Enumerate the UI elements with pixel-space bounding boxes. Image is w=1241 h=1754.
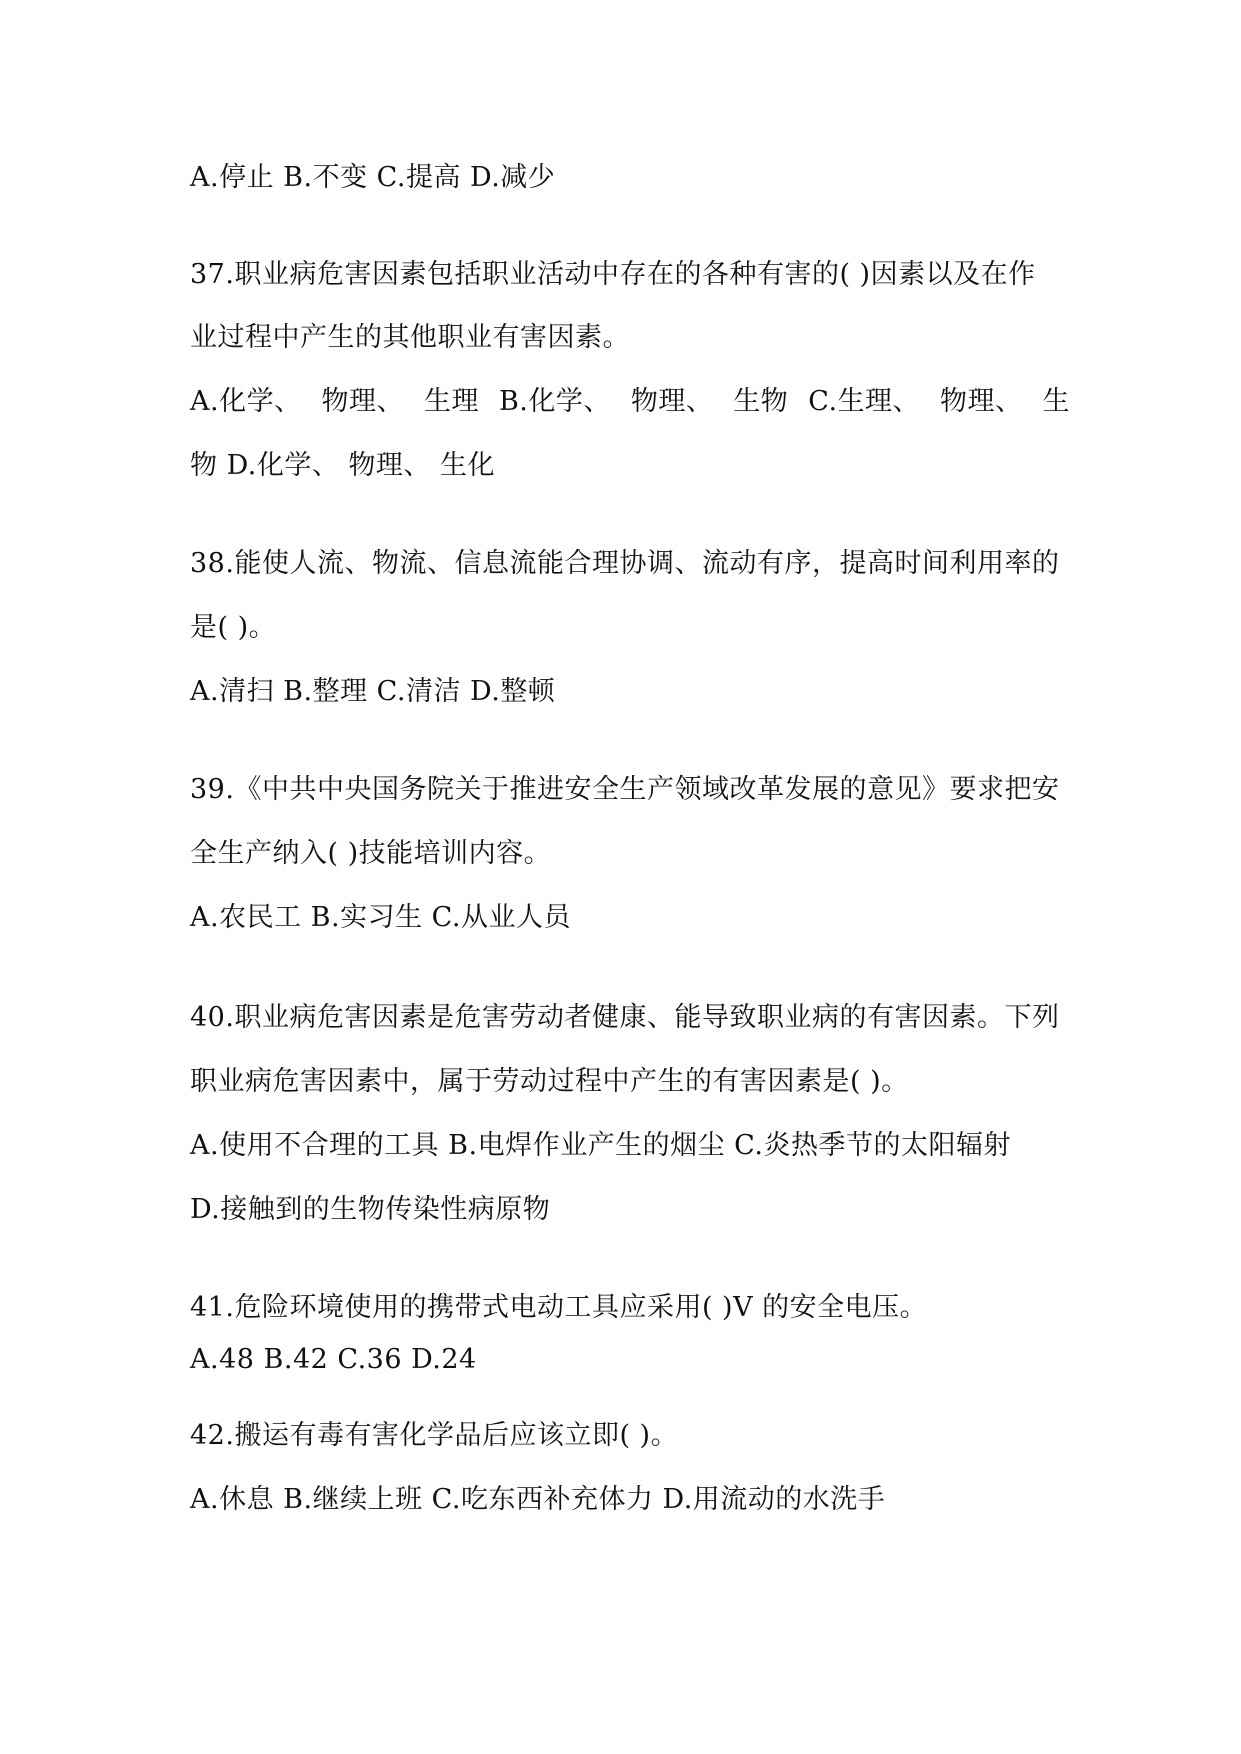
q41-options: A.48 B.42 C.36 D.24 bbox=[190, 1344, 477, 1375]
q37-question-line-2: 业过程中产生的其他职业有害因素。 bbox=[190, 322, 630, 353]
q37-opt-seg: 物理、 bbox=[630, 386, 714, 417]
q37-options-line-1 bbox=[190, 382, 1070, 422]
q38-options: A.清扫 B.整理 C.清洁 D.整顿 bbox=[190, 676, 556, 707]
q37-opt-seg: A.化学、 bbox=[190, 386, 302, 417]
q40-question-line-1: 40.职业病危害因素是危害劳动者健康、能导致职业病的有害因素。下列 bbox=[190, 1002, 1060, 1033]
q37-question-text-1: 37.职业病危害因素包括职业活动中存在的各种有害的( )因素以及在作 bbox=[190, 259, 1036, 290]
q40-question-line-2: 职业病危害因素中，属于劳动过程中产生的有害因素是( )。 bbox=[190, 1066, 909, 1097]
q37-question-line-1 bbox=[190, 255, 1070, 295]
q37-options-line-2: 物 D.化学、 物理、 生化 bbox=[190, 450, 496, 481]
q42-options: A.休息 B.继续上班 C.吃东西补充体力 D.用流动的水洗手 bbox=[190, 1484, 886, 1515]
q36-options: A.停止 B.不变 C.提高 D.减少 bbox=[190, 162, 556, 193]
q37-opt-seg: C.生理、 bbox=[808, 386, 921, 417]
q39-question-line-1: 39.《中共中央国务院关于推进安全生产领域改革发展的意见》要求把安 bbox=[190, 774, 1060, 805]
q37-opt-seg: B.化学、 bbox=[498, 386, 611, 417]
q40-options-line-2: D.接触到的生物传染性病原物 bbox=[190, 1194, 551, 1225]
q37-opt-seg: 生理 bbox=[424, 386, 479, 417]
q37-opt-seg: 物理、 bbox=[321, 386, 405, 417]
q39-options: A.农民工 B.实习生 C.从业人员 bbox=[190, 902, 571, 933]
q41-question: 41.危险环境使用的携带式电动工具应采用( )V 的安全电压。 bbox=[190, 1292, 928, 1323]
q37-opt-seg: 物理、 bbox=[939, 386, 1023, 417]
q37-opt-seg: 生 bbox=[1042, 386, 1070, 417]
q42-question: 42.搬运有毒有害化学品后应该立即( )。 bbox=[190, 1420, 679, 1451]
q37-opt-seg: 生物 bbox=[733, 386, 789, 417]
q38-question-line-2: 是( )。 bbox=[190, 612, 277, 643]
q39-question-line-2: 全生产纳入( )技能培训内容。 bbox=[190, 838, 552, 869]
q40-options-line-1: A.使用不合理的工具 B.电焊作业产生的烟尘 C.炎热季节的太阳辐射 bbox=[190, 1130, 1011, 1161]
q38-question-line-1: 38.能使人流、物流、信息流能合理协调、流动有序，提高时间利用率的 bbox=[190, 548, 1060, 579]
